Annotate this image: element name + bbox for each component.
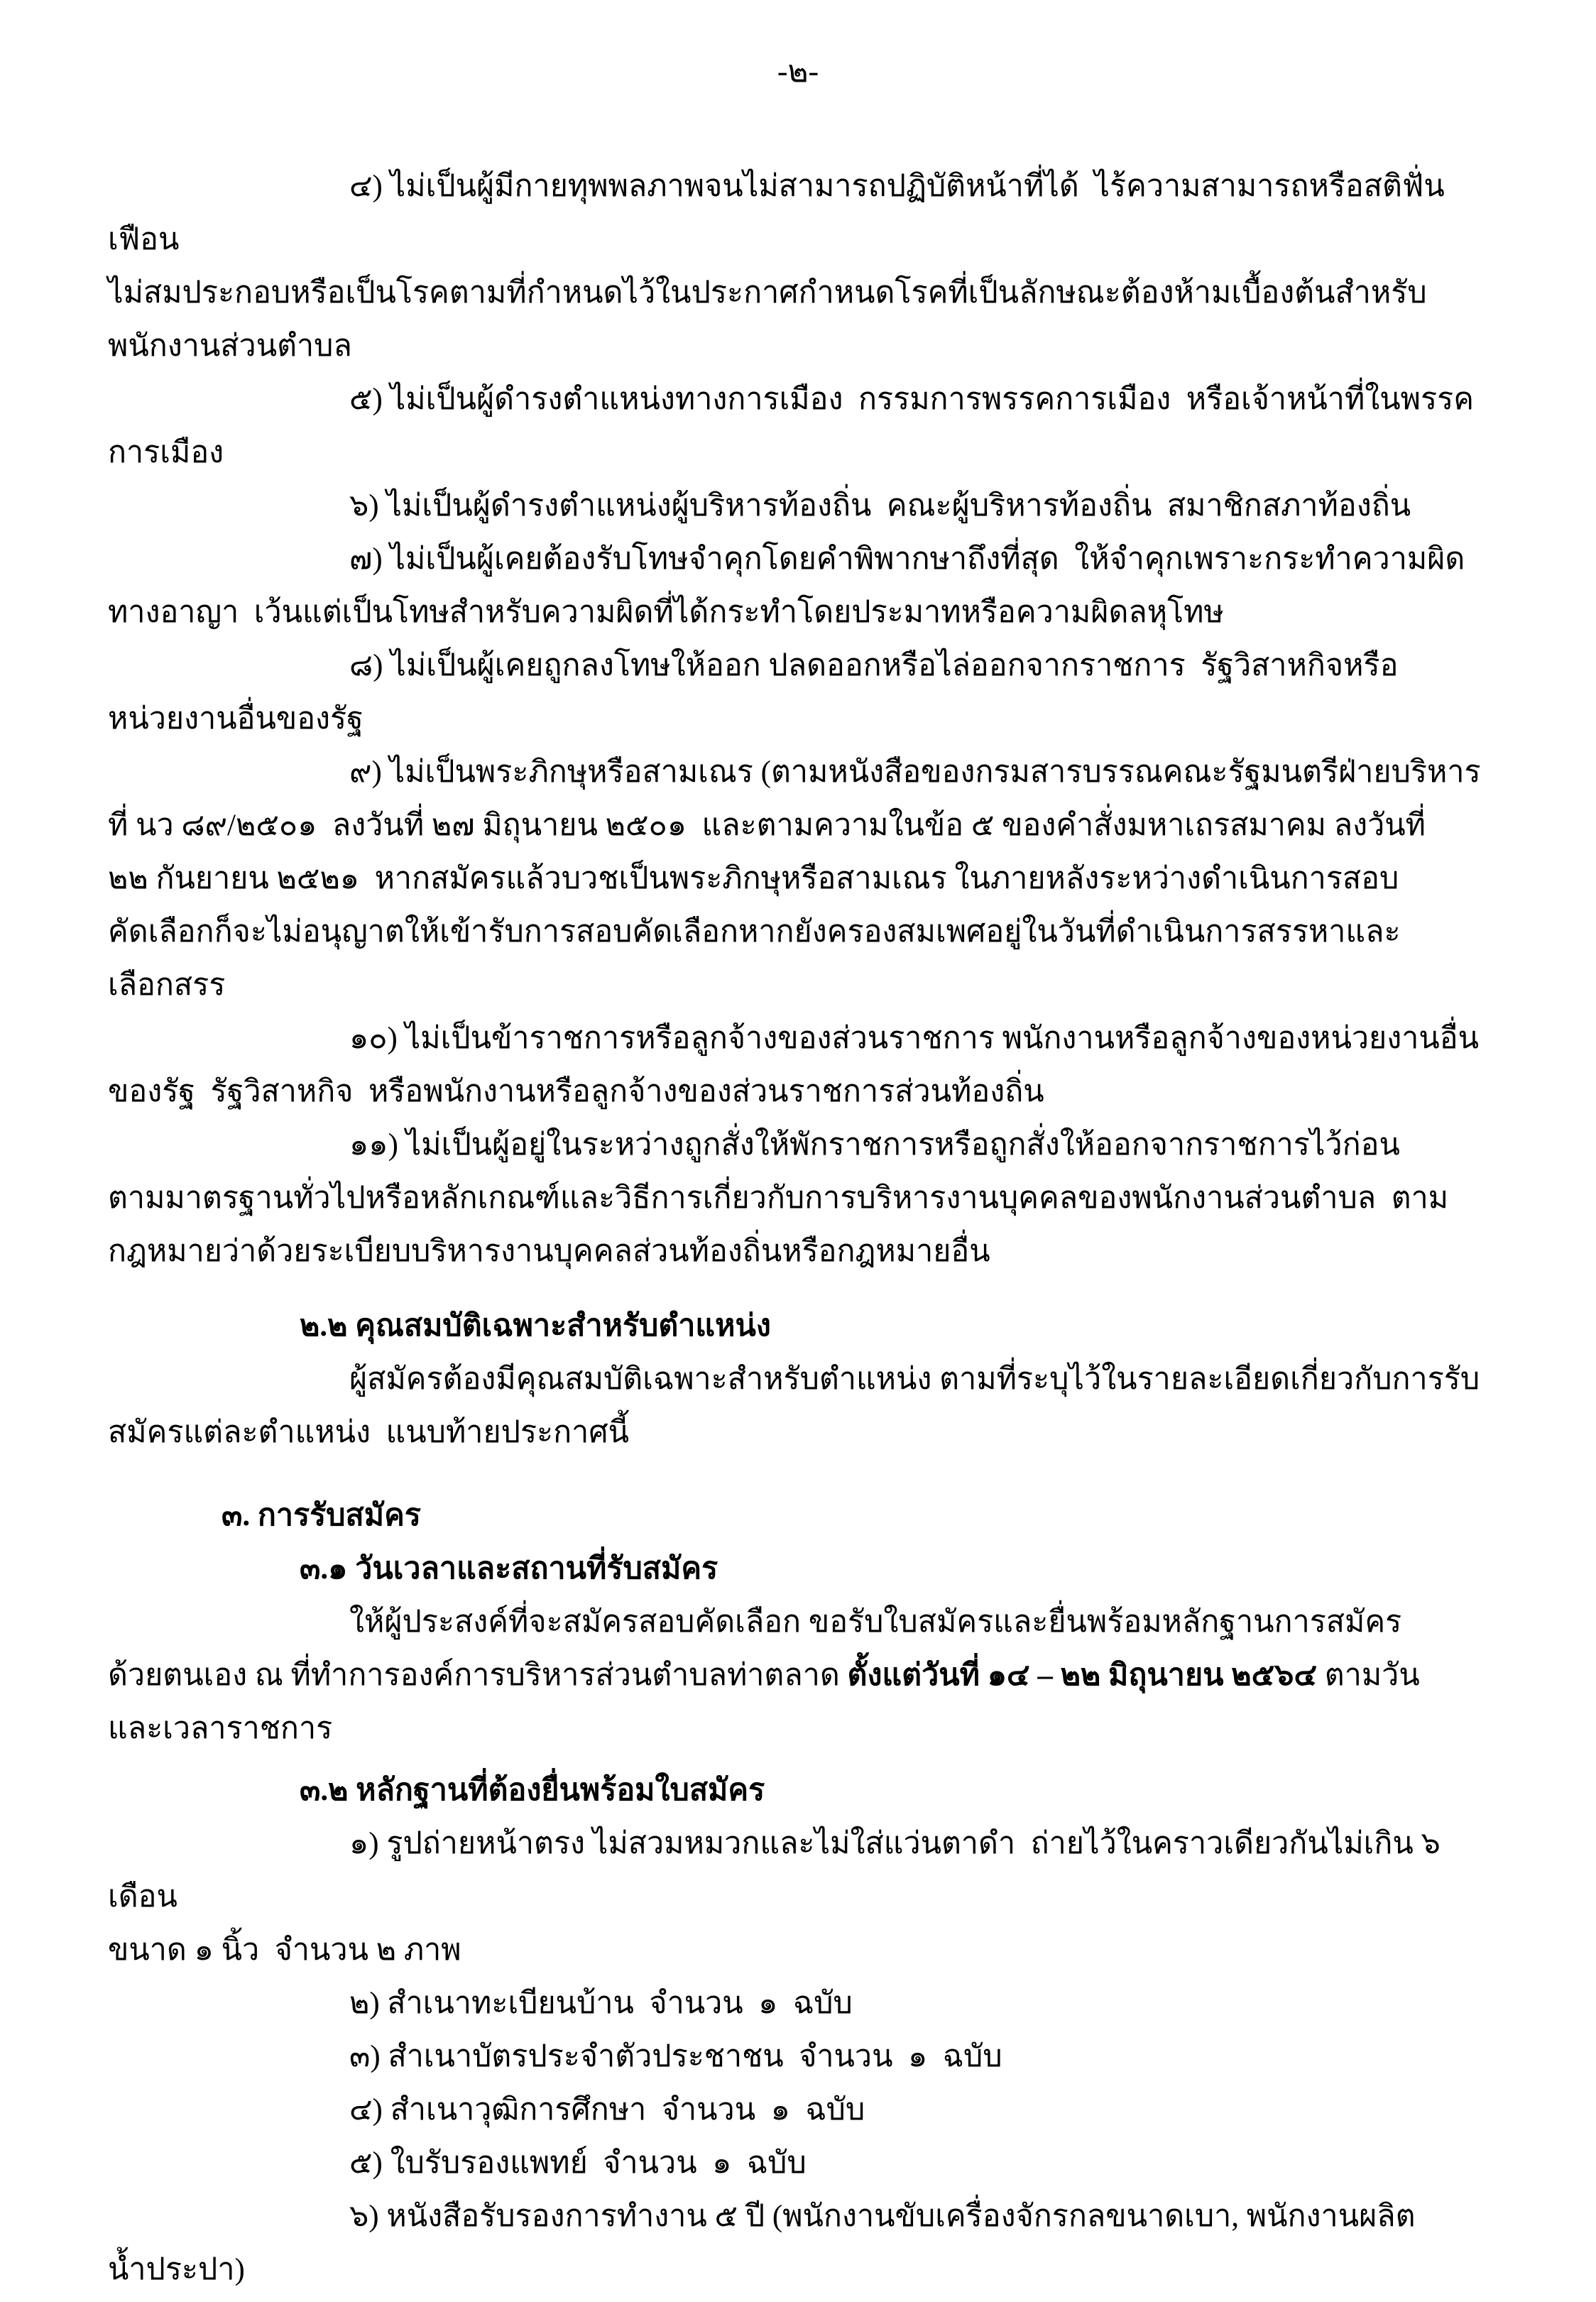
clause-11-continuation: ตามมาตรฐานทั่วไปหรือหลักเกณฑ์และวิธีการเกี่ยวกับการบริหารงานบุคคลของพนักงานส่วนตำบล ตาม: [108, 1182, 1449, 1215]
evidence-item-5: ๕) ใบรับรองแพทย์ จำนวน ๑ ฉบับ: [349, 2146, 807, 2180]
evidence-item-1: ๑) รูปถ่ายหน้าตรง ไม่สวมหมวกและไม่ใส่แว่นตาดำ ถ่ายไว้ในคราวเดียวกันไม่เกิน ๖ เดือน: [108, 1827, 1448, 1914]
heading-section-3-2: ๓.๒ หลักฐานที่ต้องยื่นพร้อมใบสมัคร: [300, 1774, 765, 1807]
clause-9-continuation: คัดเลือกก็จะไม่อนุญาตให้เข้ารับการสอบคัดเลือกหากยังครองสมเพศอยู่ในวันที่ดำเนินการสรรหาและเลือกสรร: [108, 915, 1401, 1002]
evidence-item-6: ๖) หนังสือรับรองการทำงาน ๕ ปี (พนักงานขับเครื่องจักรกลขนาดเบา, พนักงานผลิต: [349, 2200, 1416, 2233]
clause-7-line: ๗) ไม่เป็นผู้เคยต้องรับโทษจำคุกโดยคำพิพากษาถึงที่สุด ให้จำคุกเพราะกระทำความผิด: [349, 542, 1465, 576]
clause-9-line: ๙) ไม่เป็นพระภิกษุหรือสามเณร (ตามหนังสือของกรมสารบรรณคณะรัฐมนตรีฝ่ายบริหาร: [349, 755, 1481, 789]
clause-4-line: ๔) ไม่เป็นผู้มีกายทุพพลภาพจนไม่สามารถปฏิบัติหน้าที่ได้ ไร้ความสามารถหรือสติฟั่นเฟือน: [108, 170, 1445, 256]
heading-section-3: ๓. การรับสมัคร: [222, 1499, 422, 1532]
section-2-2-paragraph-continuation: สมัครแต่ละตำแหน่ง แนบท้ายประกาศนี้: [108, 1416, 630, 1449]
section-3-1-paragraph: ให้ผู้ประสงค์ที่จะสมัครสอบคัดเลือก ขอรับใบสมัครและยื่นพร้อมหลักฐานการสมัคร: [349, 1605, 1402, 1639]
clause-8-line: ๘) ไม่เป็นผู้เคยถูกลงโทษให้ออก ปลดออกหรือไล่ออกจากราชการ รัฐวิสาหกิจหรือ: [349, 649, 1399, 682]
evidence-item-4: ๔) สำเนาวุฒิการศึกษา จำนวน ๑ ฉบับ: [349, 2093, 865, 2127]
application-period-prefix: ด้วยตนเอง ณ ที่ทำการองค์การบริหารส่วนตำบลท่าตลาด: [108, 1659, 848, 1692]
heading-section-2-2: ๒.๒ คุณสมบัติเฉพาะสำหรับตำแหน่ง: [300, 1309, 771, 1343]
page-number: -๒-: [777, 54, 819, 89]
clause-4-continuation: ไม่สมประกอบหรือเป็นโรคตามที่กำหนดไว้ในประกาศกำหนดโรคที่เป็นลักษณะต้องห้ามเบื้องต้นสำหรับ: [108, 276, 1427, 310]
clause-10-continuation: ของรัฐ รัฐวิสาหกิจ หรือพนักงานหรือลูกจ้างของส่วนราชการส่วนท้องถิ่น: [108, 1075, 1044, 1108]
clause-4-continuation: พนักงานส่วนตำบล: [108, 329, 352, 363]
clause-11-continuation: กฎหมายว่าด้วยระเบียบบริหารงานบุคคลส่วนท้องถิ่นหรือกฎหมายอื่น: [108, 1235, 990, 1268]
section-3-1-paragraph-continuation: และเวลาราชการ: [108, 1712, 333, 1745]
clause-6-line: ๖) ไม่เป็นผู้ดำรงตำแหน่งผู้บริหารท้องถิ่น คณะผู้บริหารท้องถิ่น สมาชิกสภาท้องถิ่น: [349, 489, 1411, 523]
document-body: [108, 160, 1494, 2296]
clause-9-continuation: ที่ นว ๘๙/๒๕๐๑ ลงวันที่ ๒๗ มิถุนายน ๒๕๐๑ และตามความในข้อ ๕ ของคำสั่งมหาเถรสมาคม ลงวันที่: [108, 809, 1426, 842]
section-2-2-paragraph: ผู้สมัครต้องมีคุณสมบัติเฉพาะสำหรับตำแหน่ง ตามที่ระบุไว้ในรายละเอียดเกี่ยวกับการรับ: [349, 1363, 1480, 1396]
application-period-suffix: ตามวัน: [1317, 1659, 1420, 1692]
evidence-item-2: ๒) สำเนาทะเบียนบ้าน จำนวน ๑ ฉบับ: [349, 1987, 853, 2020]
application-period-dates: ตั้งแต่วันที่ ๑๔ – ๒๒ มิถุนายน ๒๕๖๔: [847, 1659, 1318, 1692]
section-3-1-paragraph-continuation: [108, 1649, 1494, 1702]
clause-5-line: ๕) ไม่เป็นผู้ดำรงตำแหน่งทางการเมือง กรรมการพรรคการเมือง หรือเจ้าหน้าที่ในพรรค: [349, 383, 1474, 416]
evidence-item-3: ๓) สำเนาบัตรประจำตัวประชาชน จำนวน ๑ ฉบับ: [349, 2040, 1002, 2073]
clause-8-continuation: หน่วยงานอื่นของรัฐ: [108, 702, 364, 736]
evidence-item-1-continuation: ขนาด ๑ นิ้ว จำนวน ๒ ภาพ: [108, 1933, 461, 1967]
clause-7-continuation: ทางอาญา เว้นแต่เป็นโทษสำหรับความผิดที่ได้กระทำโดยประมาทหรือความผิดลหุโทษ: [108, 596, 1224, 629]
clause-10-line: ๑๐) ไม่เป็นข้าราชการหรือลูกจ้างของส่วนราชการ พนักงานหรือลูกจ้างของหน่วยงานอื่น: [349, 1022, 1479, 1055]
clause-9-continuation: ๒๒ กันยายน ๒๕๒๑ หากสมัครแล้วบวชเป็นพระภิกษุหรือสามเณร ในภายหลังระหว่างดำเนินการสอบ: [108, 862, 1399, 895]
evidence-item-6-continuation: น้ำประปา): [108, 2253, 245, 2286]
clause-5-continuation: การเมือง: [108, 436, 224, 469]
clause-11-line: ๑๑) ไม่เป็นผู้อยู่ในระหว่างถูกสั่งให้พักราชการหรือถูกสั่งให้ออกจากราชการไว้ก่อน: [349, 1128, 1400, 1162]
heading-section-3-1: ๓.๑ วันเวลาและสถานที่รับสมัคร: [300, 1552, 718, 1586]
